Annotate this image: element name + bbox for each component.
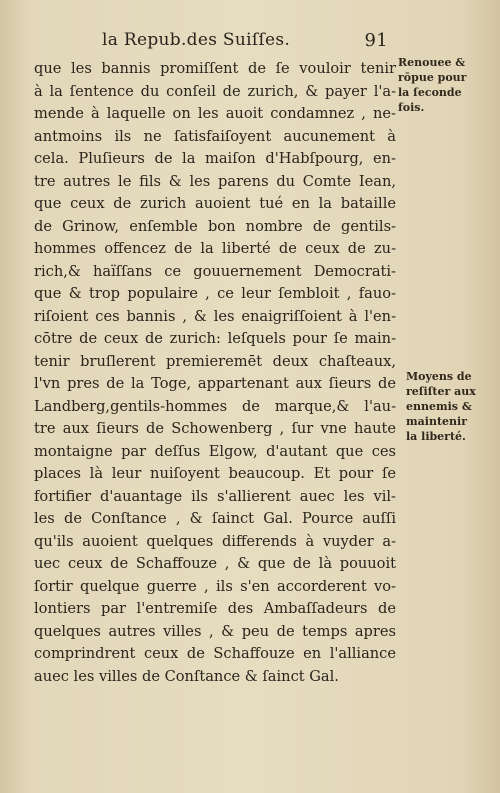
margin-note-line: maintenir <box>406 415 467 428</box>
text-line: hommes offencez de la liberté de ceux de zu- <box>34 240 396 257</box>
text-line: ſortir quelque guerre , ils s'en accorderent vo- <box>34 577 396 595</box>
margin-note-renewal <box>398 55 488 115</box>
margin-note-line: Renouee & <box>398 56 466 69</box>
text-line: cela. Pluſieurs de la maiſon d'Habſpourg, en- <box>34 150 396 167</box>
text-line: mende à laquelle on les auoit condamnez , ne- <box>34 105 396 122</box>
text-line: à la ſentence du conſeil de zurich, & payer l'a- <box>34 82 396 100</box>
margin-note-line: Moyens de <box>406 370 472 383</box>
margin-note-line: reſiſter aux <box>406 385 476 398</box>
text-line: tenir bruſlerent premieremēt deux chaſteaux, <box>34 352 396 370</box>
margin-note-line: rōpue pour <box>398 71 467 84</box>
text-line: antmoins ils ne ſatisfaiſoyent aucunement à <box>34 127 396 145</box>
text-line: que ceux de zurich auoient tué en la bataille <box>34 195 396 212</box>
page-number: 91 <box>364 30 388 51</box>
text-line: l'vn pres de la Toge, appartenant aux ſieurs de <box>34 375 396 392</box>
text-line: cōtre de ceux de zurich: leſquels pour ſe main- <box>34 330 396 347</box>
running-title: la Repub.des Suiſſes. <box>102 30 291 50</box>
margin-note-line: la liberté. <box>406 430 466 443</box>
text-line: auec les villes de Conſtance & ſainct Gal. <box>34 667 339 685</box>
text-line: uec ceux de Schaffouze , & que de là pouuoit <box>34 555 396 572</box>
text-line: rich,& haïſſans ce gouuernement Democrati- <box>34 262 396 280</box>
text-line: fortifier d'auantage ils s'allierent auec les vil- <box>34 487 396 505</box>
text-line: de Grinow, enſemble bon nombre de gentils- <box>34 217 396 235</box>
margin-note-means <box>406 369 496 444</box>
text-line: qu'ils auoient quelques differends à vuyder a- <box>34 532 396 550</box>
text-line: que & trop populaire , ce leur ſembloit , fauo- <box>34 285 396 302</box>
text-line: Landberg,gentils-hommes de marque,& l'au- <box>34 397 396 415</box>
page-header <box>102 30 388 54</box>
text-line: tre aux ſieurs de Schowenberg , ſur vne haute <box>34 420 396 437</box>
body-text <box>34 58 396 688</box>
text-line: riſoient ces bannis , & les enaigriſſoient à l'en- <box>34 307 396 325</box>
text-line: places là leur nuiſoyent beaucoup. Et pour ſe <box>34 465 396 482</box>
margin-note-line: ennemis & <box>406 400 472 413</box>
text-line: tre autres le fils & les parens du Comte Iean, <box>34 172 396 190</box>
margin-note-line: fois. <box>398 101 425 114</box>
margin-note-line: la ſeconde <box>398 86 462 99</box>
text-line: lontiers par l'entremiſe des Ambaſſadeurs de <box>34 600 396 617</box>
text-line: quelques autres villes , & peu de temps apres <box>34 622 396 640</box>
text-line: comprindrent ceux de Schaffouze en l'alliance <box>34 645 396 662</box>
text-line: les de Conſtance , & ſainct Gal. Pource auſſi <box>34 510 396 527</box>
text-line: montaigne par deſſus Elgow, d'autant que ces <box>34 442 396 460</box>
text-line: que les bannis promiſſent de ſe vouloir tenir <box>34 60 396 77</box>
